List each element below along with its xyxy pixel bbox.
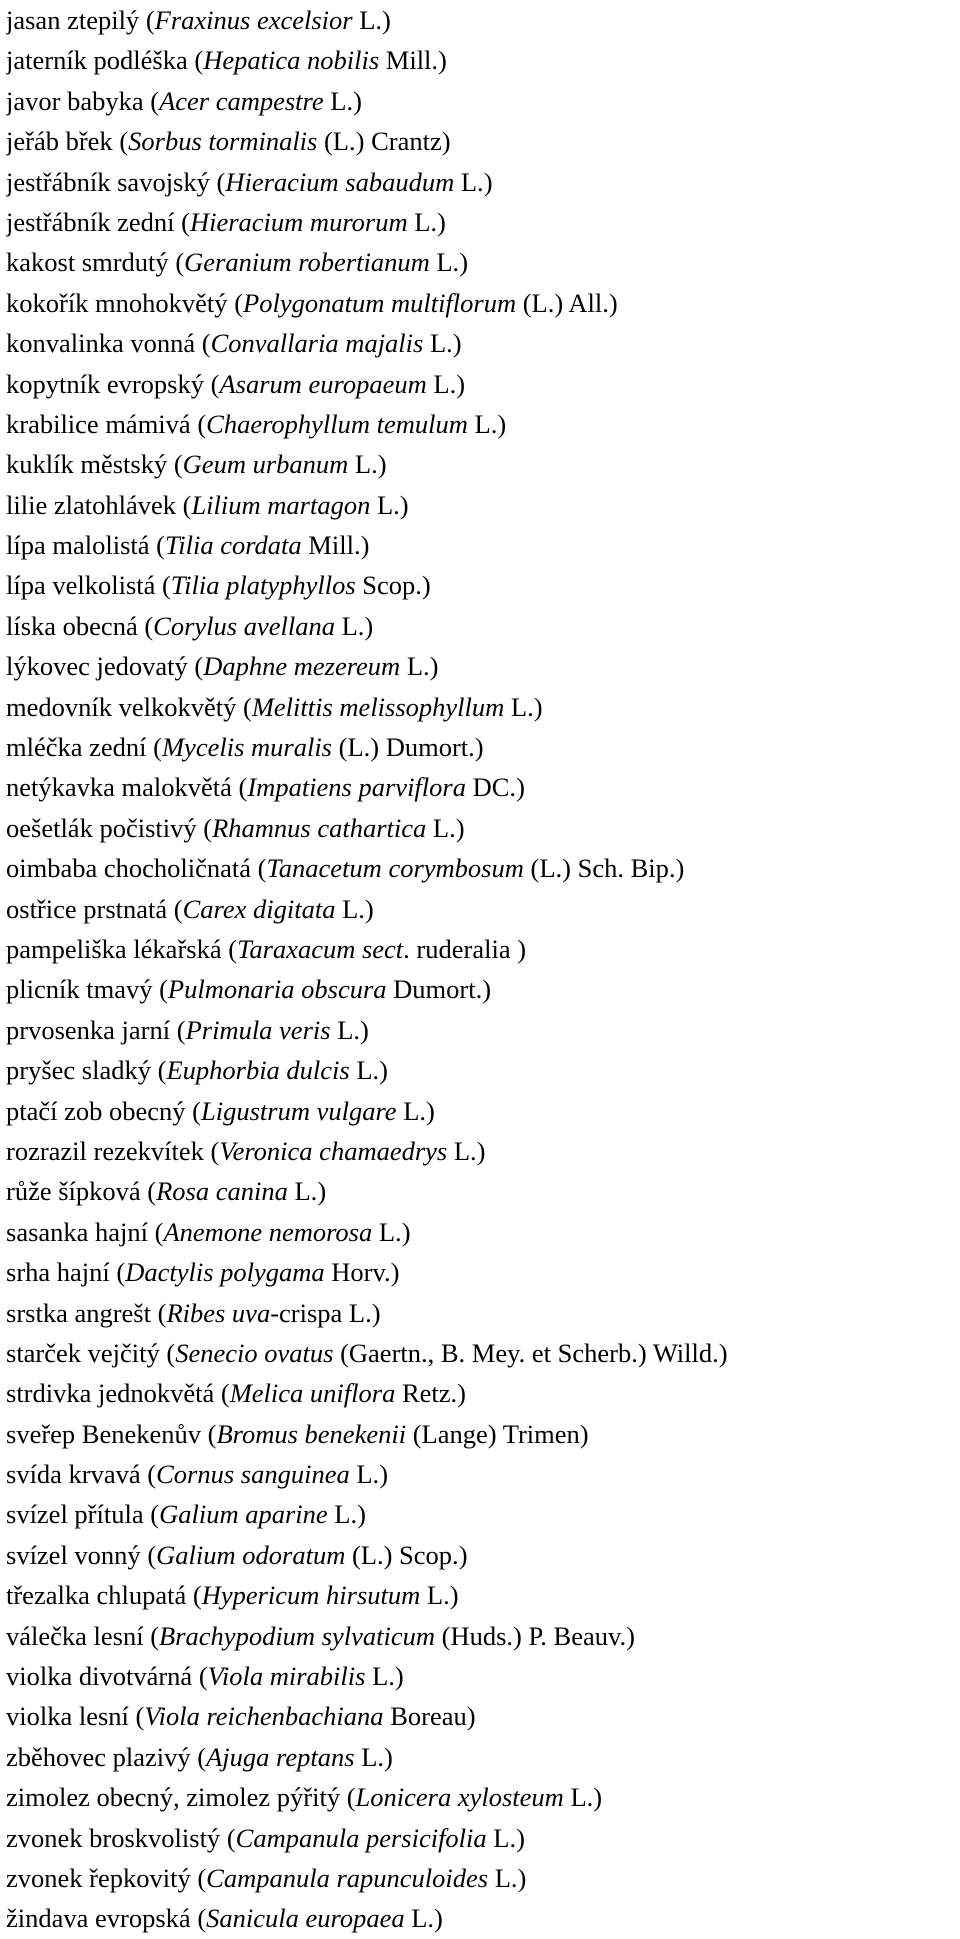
open-paren: ( bbox=[231, 772, 248, 803]
latin-name: Acer campestre bbox=[159, 85, 324, 116]
latin-name: Lilium martagon bbox=[191, 489, 371, 520]
common-name: svída krvavá bbox=[6, 1459, 141, 1490]
latin-name: Viola mirabilis bbox=[207, 1661, 366, 1692]
open-paren: ( bbox=[175, 489, 192, 520]
species-entry bbox=[6, 1171, 958, 1211]
latin-name: Asarum europaeum bbox=[219, 368, 427, 399]
species-entry bbox=[6, 364, 958, 404]
open-paren: ( bbox=[190, 1741, 207, 1772]
close-paren: ) bbox=[377, 449, 387, 480]
common-name: lilie zlatohlávek bbox=[6, 489, 176, 520]
open-paren: ( bbox=[209, 166, 226, 197]
common-name: ostřice prstnatá bbox=[6, 893, 168, 924]
author-citation: (L.) Crantz bbox=[317, 126, 442, 157]
common-name: lípa malolistá bbox=[6, 530, 150, 561]
common-name: ptačí zob obecný bbox=[6, 1095, 186, 1126]
common-name: srstka angrešt bbox=[6, 1297, 151, 1328]
species-entry bbox=[6, 1252, 958, 1292]
close-paren: ) bbox=[608, 287, 618, 318]
close-paren: ) bbox=[449, 1580, 459, 1611]
close-paren: ) bbox=[399, 489, 409, 520]
latin-name: Convallaria majalis bbox=[210, 328, 424, 359]
latin-name: Taraxacum sect bbox=[237, 933, 404, 964]
author-citation: L. bbox=[349, 1055, 380, 1086]
species-entry bbox=[6, 1656, 958, 1696]
author-citation: -crispa L. bbox=[270, 1297, 372, 1328]
species-entry bbox=[6, 323, 958, 363]
close-paren: ) bbox=[593, 1782, 603, 1813]
open-paren: ( bbox=[149, 530, 165, 561]
author-citation: L. bbox=[352, 5, 383, 35]
open-paren: ( bbox=[170, 1014, 186, 1045]
species-entry bbox=[6, 1818, 958, 1858]
open-paren: ( bbox=[148, 1216, 164, 1247]
author-citation: . ruderalia bbox=[403, 933, 518, 964]
author-citation: L. bbox=[370, 489, 400, 520]
common-name: sasanka hajní bbox=[6, 1216, 149, 1247]
common-name: žindava evropská bbox=[6, 1903, 191, 1934]
latin-name: Viola reichenbachiana bbox=[144, 1701, 384, 1732]
species-entry bbox=[6, 1414, 958, 1454]
latin-name: Ligustrum vulgare bbox=[201, 1095, 397, 1126]
open-paren: ( bbox=[128, 1701, 145, 1732]
latin-name: Carex digitata bbox=[182, 893, 336, 924]
author-citation: L. bbox=[396, 1095, 427, 1126]
author-citation: Scop. bbox=[355, 570, 422, 601]
latin-name: Mycelis muralis bbox=[161, 732, 332, 763]
common-name: konvalinka vonná bbox=[6, 328, 196, 359]
open-paren: ( bbox=[204, 368, 220, 399]
close-paren: ) bbox=[476, 1135, 486, 1166]
species-list bbox=[6, 0, 958, 1939]
species-entry bbox=[6, 0, 958, 40]
common-name: rozrazil rezekvítek bbox=[6, 1135, 204, 1166]
species-entry bbox=[6, 1454, 958, 1494]
species-entry bbox=[6, 525, 958, 565]
species-entry bbox=[6, 1575, 958, 1615]
species-entry bbox=[6, 767, 958, 807]
latin-name: Primula veris bbox=[185, 1014, 331, 1045]
open-paren: ( bbox=[155, 570, 171, 601]
common-name: oešetlák počistivý bbox=[6, 812, 197, 843]
author-citation: L. bbox=[330, 1014, 360, 1045]
close-paren: ) bbox=[357, 1499, 366, 1530]
author-citation: L. bbox=[287, 1176, 318, 1207]
open-paren: ( bbox=[168, 247, 185, 278]
close-paren: ) bbox=[483, 166, 493, 197]
species-entry bbox=[6, 1333, 958, 1373]
latin-name: Melica uniflora bbox=[229, 1378, 396, 1409]
common-name: violka lesní bbox=[6, 1701, 129, 1732]
species-entry bbox=[6, 1535, 958, 1575]
author-citation: Horv. bbox=[324, 1257, 391, 1288]
open-paren: ( bbox=[150, 1055, 167, 1086]
close-paren: ) bbox=[459, 247, 469, 278]
common-name: netýkavka malokvětá bbox=[6, 772, 232, 803]
species-entry bbox=[6, 727, 958, 767]
species-entry bbox=[6, 848, 958, 888]
latin-name: Brachypodium sylvaticum bbox=[159, 1620, 436, 1651]
species-entry bbox=[6, 929, 958, 969]
close-paren: ) bbox=[364, 893, 374, 924]
author-citation: Boreau bbox=[383, 1701, 467, 1732]
open-paren: ( bbox=[221, 933, 238, 964]
author-citation: L. bbox=[327, 1499, 358, 1530]
common-name: třezalka chlupatá bbox=[6, 1580, 187, 1611]
latin-name: Galium odoratum bbox=[156, 1539, 346, 1570]
open-paren: ( bbox=[167, 893, 183, 924]
latin-name: Rhamnus cathartica bbox=[212, 812, 427, 843]
species-entry bbox=[6, 444, 958, 484]
close-paren: ) bbox=[457, 1378, 466, 1409]
author-citation: L. bbox=[467, 408, 498, 439]
common-name: pryšec sladký bbox=[6, 1055, 151, 1086]
common-name: zběhovec plazivý bbox=[6, 1741, 191, 1772]
species-entry bbox=[6, 1010, 958, 1050]
close-paren: ) bbox=[497, 408, 507, 439]
open-paren: ( bbox=[190, 1862, 207, 1893]
species-entry bbox=[6, 1696, 958, 1736]
species-entry bbox=[6, 1091, 958, 1131]
author-citation: L. bbox=[335, 893, 365, 924]
latin-name: Melittis melissophyllum bbox=[251, 691, 505, 722]
open-paren: ( bbox=[143, 1620, 160, 1651]
latin-name: Hepatica nobilis bbox=[203, 45, 380, 76]
open-paren: ( bbox=[140, 1459, 157, 1490]
author-citation: L. bbox=[420, 1580, 450, 1611]
latin-name: Polygonatum multiflorum bbox=[243, 287, 517, 318]
latin-name: Hieracium sabaudum bbox=[225, 166, 455, 197]
common-name: kokořík mnohokvětý bbox=[6, 287, 228, 318]
species-entry bbox=[6, 889, 958, 929]
open-paren: ( bbox=[220, 1822, 236, 1853]
open-paren: ( bbox=[203, 1135, 220, 1166]
close-paren: ) bbox=[360, 1014, 369, 1045]
author-citation: (Lange) Trimen bbox=[406, 1418, 580, 1449]
species-entry bbox=[6, 485, 958, 525]
open-paren: ( bbox=[251, 853, 267, 884]
species-entry bbox=[6, 1494, 958, 1534]
author-citation: L. bbox=[407, 206, 438, 237]
open-paren: ( bbox=[143, 1499, 160, 1530]
species-entry bbox=[6, 283, 958, 323]
author-citation: L. bbox=[504, 691, 534, 722]
latin-name: Chaerophyllum temulum bbox=[206, 408, 468, 439]
species-entry bbox=[6, 1737, 958, 1777]
latin-name: Tilia cordata bbox=[164, 530, 302, 561]
latin-name: Ribes uva bbox=[166, 1297, 271, 1328]
common-name: svízel přítula bbox=[6, 1499, 144, 1530]
open-paren: ( bbox=[236, 691, 252, 722]
open-paren: ( bbox=[186, 1580, 202, 1611]
species-entry bbox=[6, 1373, 958, 1413]
common-name: sveřep Benekenův bbox=[6, 1418, 201, 1449]
close-paren: ) bbox=[517, 933, 527, 964]
close-paren: ) bbox=[533, 691, 543, 722]
common-name: starček vejčitý bbox=[6, 1337, 160, 1368]
open-paren: ( bbox=[192, 1661, 208, 1692]
latin-name: Euphorbia dulcis bbox=[166, 1055, 350, 1086]
common-name: kuklík městský bbox=[6, 449, 168, 480]
close-paren: ) bbox=[364, 610, 374, 641]
latin-name: Sanicula europaea bbox=[206, 1903, 405, 1934]
common-name: plicník tmavý bbox=[6, 974, 153, 1005]
open-paren: ( bbox=[140, 1176, 157, 1207]
author-citation: (Gaertn., B. Mey. et Scherb.) Willd. bbox=[333, 1337, 719, 1368]
latin-name: Campanula rapunculoides bbox=[206, 1862, 489, 1893]
close-paren: ) bbox=[384, 1741, 393, 1772]
species-entry bbox=[6, 1050, 958, 1090]
common-name: zvonek broskvolistý bbox=[6, 1822, 221, 1853]
open-paren: ( bbox=[167, 449, 183, 480]
open-paren: ( bbox=[185, 1095, 201, 1126]
open-paren: ( bbox=[187, 45, 204, 76]
close-paren: ) bbox=[516, 772, 525, 803]
common-name: srha hajní bbox=[6, 1257, 110, 1288]
close-paren: ) bbox=[517, 1862, 527, 1893]
species-entry bbox=[6, 404, 958, 444]
species-entry bbox=[6, 162, 958, 202]
author-citation: L. bbox=[426, 368, 457, 399]
close-paren: ) bbox=[371, 1297, 381, 1328]
author-citation: L. bbox=[349, 1459, 380, 1490]
common-name: pampeliška lékařská bbox=[6, 933, 222, 964]
species-entry bbox=[6, 1858, 958, 1898]
species-entry bbox=[6, 606, 958, 646]
open-paren: ( bbox=[187, 651, 204, 682]
close-paren: ) bbox=[718, 1337, 728, 1368]
species-entry bbox=[6, 1616, 958, 1656]
close-paren: ) bbox=[466, 1701, 476, 1732]
close-paren: ) bbox=[434, 1903, 443, 1934]
common-name: oimbaba chocholičnatá bbox=[6, 853, 252, 884]
author-citation: L. bbox=[400, 651, 430, 682]
species-entry bbox=[6, 808, 958, 848]
latin-name: Sorbus torminalis bbox=[128, 126, 318, 157]
close-paren: ) bbox=[579, 1418, 589, 1449]
common-name: jaterník podléška bbox=[6, 45, 188, 76]
author-citation: L. bbox=[454, 166, 484, 197]
open-paren: ( bbox=[190, 1903, 207, 1934]
latin-name: Lonicera xylosteum bbox=[355, 1782, 564, 1813]
author-citation: (Huds.) P. Beauv. bbox=[435, 1620, 627, 1651]
latin-name: Ajuga reptans bbox=[206, 1741, 355, 1772]
common-name: medovník velkokvětý bbox=[6, 691, 237, 722]
close-paren: ) bbox=[438, 45, 447, 76]
latin-name: Veronica chamaedrys bbox=[219, 1135, 448, 1166]
common-name: lýkovec jedovatý bbox=[6, 651, 188, 682]
close-paren: ) bbox=[317, 1176, 327, 1207]
latin-name: Cornus sanguinea bbox=[156, 1459, 350, 1490]
author-citation: L. bbox=[423, 328, 453, 359]
common-name: javor babyka bbox=[6, 85, 144, 116]
author-citation: L. bbox=[323, 85, 354, 116]
open-paren: ( bbox=[140, 1539, 157, 1570]
author-citation: (L.) Sch. Bip. bbox=[523, 853, 676, 884]
open-paren: ( bbox=[112, 126, 129, 157]
latin-name: Impatiens parviflora bbox=[247, 772, 466, 803]
close-paren: ) bbox=[441, 126, 451, 157]
author-citation: L. bbox=[486, 1822, 517, 1853]
author-citation: L. bbox=[365, 1661, 395, 1692]
latin-name: Fraxinus excelsior bbox=[154, 5, 353, 35]
author-citation: Mill. bbox=[301, 530, 361, 561]
close-paren: ) bbox=[675, 853, 685, 884]
common-name: líska obecná bbox=[6, 610, 138, 641]
close-paren: ) bbox=[382, 5, 391, 35]
common-name: krabilice mámivá bbox=[6, 408, 191, 439]
latin-name: Senecio ovatus bbox=[175, 1337, 334, 1368]
latin-name: Pulmonaria obscura bbox=[167, 974, 387, 1005]
open-paren: ( bbox=[214, 1378, 230, 1409]
open-paren: ( bbox=[150, 1297, 167, 1328]
latin-name: Corylus avellana bbox=[153, 610, 335, 641]
open-paren: ( bbox=[340, 1782, 356, 1813]
latin-name: Galium aparine bbox=[159, 1499, 328, 1530]
common-name: jestřábník zední bbox=[6, 206, 175, 237]
close-paren: ) bbox=[394, 1661, 404, 1692]
close-paren: ) bbox=[429, 651, 439, 682]
author-citation: L. bbox=[404, 1903, 435, 1934]
close-paren: ) bbox=[437, 206, 446, 237]
author-citation: L. bbox=[447, 1135, 477, 1166]
author-citation: Mill. bbox=[379, 45, 439, 76]
close-paren: ) bbox=[379, 1459, 389, 1490]
species-entry bbox=[6, 40, 958, 80]
open-paren: ( bbox=[190, 408, 207, 439]
open-paren: ( bbox=[174, 206, 190, 237]
author-citation: L. bbox=[488, 1862, 518, 1893]
species-entry bbox=[6, 969, 958, 1009]
latin-name: Anemone nemorosa bbox=[163, 1216, 373, 1247]
open-paren: ( bbox=[146, 732, 162, 763]
author-citation: (L.) Dumort. bbox=[332, 732, 475, 763]
species-entry bbox=[6, 1131, 958, 1171]
common-name: jeřáb břek bbox=[6, 126, 113, 157]
close-paren: ) bbox=[360, 530, 370, 561]
species-entry bbox=[6, 646, 958, 686]
latin-name: Tanacetum corymbosum bbox=[266, 853, 524, 884]
author-citation: L. bbox=[354, 1741, 385, 1772]
close-paren: ) bbox=[421, 570, 431, 601]
common-name: zimolez obecný, zimolez pýřitý bbox=[6, 1782, 341, 1813]
open-paren: ( bbox=[152, 974, 168, 1005]
species-entry bbox=[6, 565, 958, 605]
close-paren: ) bbox=[401, 1216, 411, 1247]
common-name: prvosenka jarní bbox=[6, 1014, 171, 1045]
latin-name: Rosa canina bbox=[156, 1176, 288, 1207]
latin-name: Hieracium murorum bbox=[189, 206, 408, 237]
species-entry bbox=[6, 121, 958, 161]
author-citation: L. bbox=[372, 1216, 402, 1247]
author-citation: (L.) All. bbox=[516, 287, 609, 318]
close-paren: ) bbox=[452, 328, 462, 359]
species-entry bbox=[6, 1898, 958, 1938]
common-name: kakost smrdutý bbox=[6, 247, 169, 278]
open-paren: ( bbox=[227, 287, 244, 318]
close-paren: ) bbox=[353, 85, 362, 116]
latin-name: Daphne mezereum bbox=[203, 651, 401, 682]
open-paren: ( bbox=[109, 1257, 126, 1288]
species-entry bbox=[6, 1212, 958, 1252]
close-paren: ) bbox=[516, 1822, 525, 1853]
author-citation: (L.) Scop. bbox=[345, 1539, 459, 1570]
author-citation: Dumort. bbox=[386, 974, 483, 1005]
author-citation: L. bbox=[348, 449, 378, 480]
latin-name: Hypericum hirsutum bbox=[201, 1580, 421, 1611]
close-paren: ) bbox=[426, 1095, 435, 1126]
close-paren: ) bbox=[456, 368, 466, 399]
close-paren: ) bbox=[458, 1539, 468, 1570]
close-paren: ) bbox=[390, 1257, 400, 1288]
close-paren: ) bbox=[482, 974, 492, 1005]
open-paren: ( bbox=[195, 328, 211, 359]
common-name: válečka lesní bbox=[6, 1620, 144, 1651]
common-name: lípa velkolistá bbox=[6, 570, 156, 601]
open-paren: ( bbox=[196, 812, 213, 843]
species-entry bbox=[6, 1777, 958, 1817]
common-name: violka divotvárná bbox=[6, 1661, 193, 1692]
species-entry bbox=[6, 242, 958, 282]
author-citation: DC. bbox=[465, 772, 517, 803]
common-name: kopytník evropský bbox=[6, 368, 204, 399]
latin-name: Geranium robertianum bbox=[184, 247, 430, 278]
common-name: růže šípková bbox=[6, 1176, 141, 1207]
open-paren: ( bbox=[139, 5, 155, 35]
species-entry bbox=[6, 1293, 958, 1333]
common-name: jestřábník savojský bbox=[6, 166, 210, 197]
open-paren: ( bbox=[159, 1337, 176, 1368]
author-citation: L. bbox=[429, 247, 460, 278]
species-entry bbox=[6, 687, 958, 727]
common-name: zvonek řepkovitý bbox=[6, 1862, 191, 1893]
latin-name: Bromus benekenii bbox=[216, 1418, 407, 1449]
close-paren: ) bbox=[455, 812, 465, 843]
latin-name: Tilia platyphyllos bbox=[170, 570, 356, 601]
author-citation: L. bbox=[563, 1782, 594, 1813]
close-paren: ) bbox=[474, 732, 484, 763]
common-name: jasan ztepilý bbox=[6, 5, 140, 35]
author-citation: Retz. bbox=[395, 1378, 458, 1409]
species-entry bbox=[6, 202, 958, 242]
species-entry bbox=[6, 81, 958, 121]
latin-name: Geum urbanum bbox=[182, 449, 349, 480]
latin-name: Campanula persicifolia bbox=[235, 1822, 487, 1853]
author-citation: L. bbox=[334, 610, 365, 641]
author-citation: L. bbox=[426, 812, 456, 843]
open-paren: ( bbox=[137, 610, 154, 641]
common-name: svízel vonný bbox=[6, 1539, 141, 1570]
close-paren: ) bbox=[379, 1055, 388, 1086]
common-name: strdivka jednokvětá bbox=[6, 1378, 215, 1409]
open-paren: ( bbox=[143, 85, 160, 116]
close-paren: ) bbox=[626, 1620, 635, 1651]
common-name: mléčka zední bbox=[6, 732, 147, 763]
open-paren: ( bbox=[201, 1418, 217, 1449]
latin-name: Dactylis polygama bbox=[125, 1257, 325, 1288]
